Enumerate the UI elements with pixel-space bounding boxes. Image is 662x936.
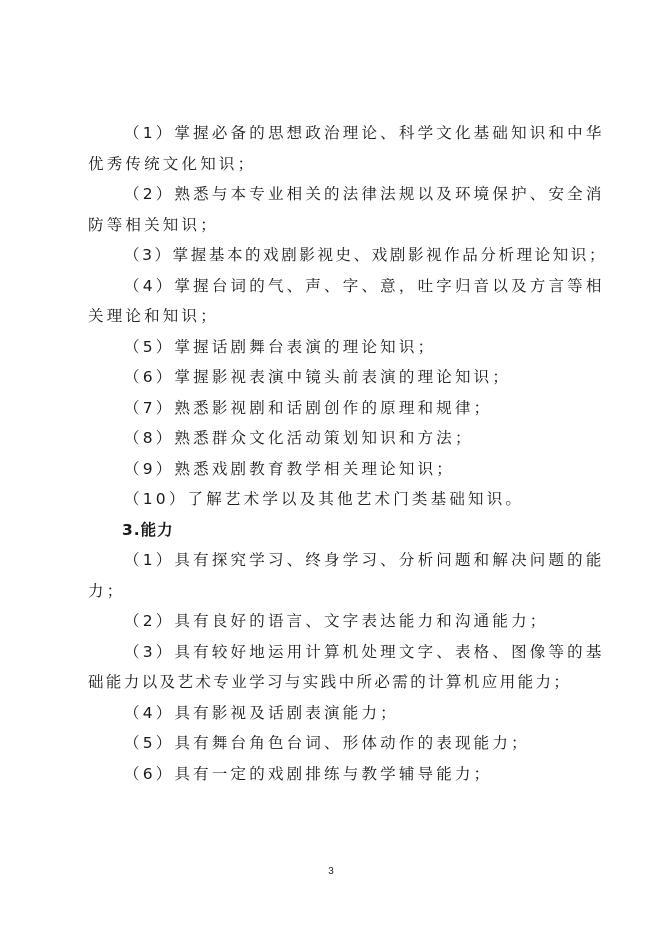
ability-item-4: （4）具有影视及话剧表演能力；	[124, 703, 399, 722]
page-number: 3	[328, 866, 334, 877]
knowledge-item-10: （10）了解艺术学以及其他艺术门类基础知识。	[124, 490, 525, 508]
ability-item-6: （6）具有一定的戏剧排练与教学辅导能力；	[124, 764, 493, 783]
knowledge-item-1-cont: 优秀传统文化知识；	[88, 154, 257, 173]
knowledge-item-9: （9）熟悉戏剧教育教学相关理论知识；	[124, 459, 455, 478]
ability-item-2: （2）具有良好的语言、文字表达能力和沟通能力；	[124, 612, 549, 630]
knowledge-item-2-cont: 防等相关知识；	[88, 215, 219, 234]
knowledge-item-5: （5）掌握话剧舞台表演的理论知识；	[124, 337, 437, 356]
knowledge-item-4-cont: 关理论和知识；	[88, 307, 219, 325]
ability-item-1-cont: 力；	[88, 581, 126, 600]
ability-item-5: （5）具有舞台角色台词、形体动作的表现能力；	[124, 734, 530, 752]
knowledge-item-7: （7）熟悉影视剧和话剧创作的原理和规律；	[124, 398, 493, 417]
section-heading-ability: 3.能力	[122, 520, 174, 539]
knowledge-item-1: （1）掌握必备的思想政治理论、科学文化基础知识和中华	[124, 124, 605, 142]
document-page	[88, 118, 608, 789]
knowledge-item-2: （2）熟悉与本专业相关的法律法规以及环境保护、安全消	[124, 185, 605, 203]
ability-item-1: （1）具有探究学习、终身学习、分析问题和解决问题的能	[124, 551, 605, 569]
knowledge-item-8: （8）熟悉群众文化活动策划知识和方法；	[124, 429, 474, 447]
ability-item-3: （3）具有较好地运用计算机处理文字、表格、图像等的基	[124, 642, 605, 661]
ability-item-3-cont: 础能力以及艺术专业学习与实践中所必需的计算机应用能力；	[88, 673, 572, 691]
knowledge-item-6: （6）掌握影视表演中镜头前表演的理论知识；	[124, 368, 512, 386]
knowledge-item-4: （4）掌握台词的气、声、字、意，吐字归音以及方言等相	[124, 276, 605, 295]
knowledge-item-3: （3）掌握基本的戏剧影视史、戏剧影视作品分析理论知识；	[124, 246, 608, 264]
